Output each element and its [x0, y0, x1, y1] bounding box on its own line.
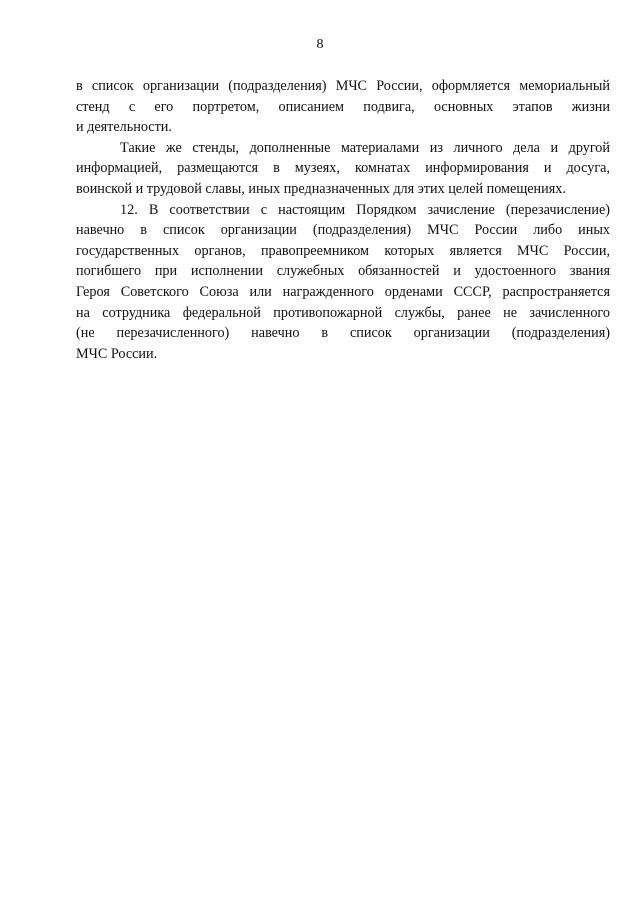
paragraph-2: [76, 138, 610, 200]
text-line: в список организации (подразделения) МЧС России, оформляется мемориальный: [76, 78, 610, 94]
paragraph-1: [76, 76, 610, 138]
page-number: 8: [316, 37, 324, 52]
text-line: стенд с его портретом, описанием подвига, основных этапов жизни: [76, 98, 610, 115]
text-line: (не перезачисленного) навечно в список организации (подразделения): [76, 325, 610, 342]
text-line: МЧС России.: [76, 345, 158, 362]
text-line: на сотрудника федеральной противопожарной службы, ранее не зачисленного: [76, 304, 610, 321]
text-line: навечно в список организации (подразделения) МЧС России либо иных: [76, 222, 610, 239]
document-body: [76, 76, 610, 364]
text-line: 12. В соответствии с настоящим Порядком зачисление (перезачисление): [120, 201, 610, 218]
text-line: Героя Советского Союза или награжденного орденами СССР, распространяется: [76, 283, 610, 300]
text-line: воинской и трудовой славы, иных предназначенных для этих целей помещениях.: [76, 180, 566, 197]
paragraph-3: [76, 200, 610, 365]
text-line: государственных органов, правопреемником которых является МЧС России,: [76, 242, 610, 259]
text-line: Такие же стенды, дополненные материалами из личного дела и другой: [120, 139, 610, 156]
text-line: информацией, размещаются в музеях, комнатах информирования и досуга,: [76, 160, 610, 177]
text-line: и деятельности.: [76, 119, 172, 136]
text-line: погибшего при исполнении служебных обязанностей и удостоенного звания: [76, 263, 610, 280]
